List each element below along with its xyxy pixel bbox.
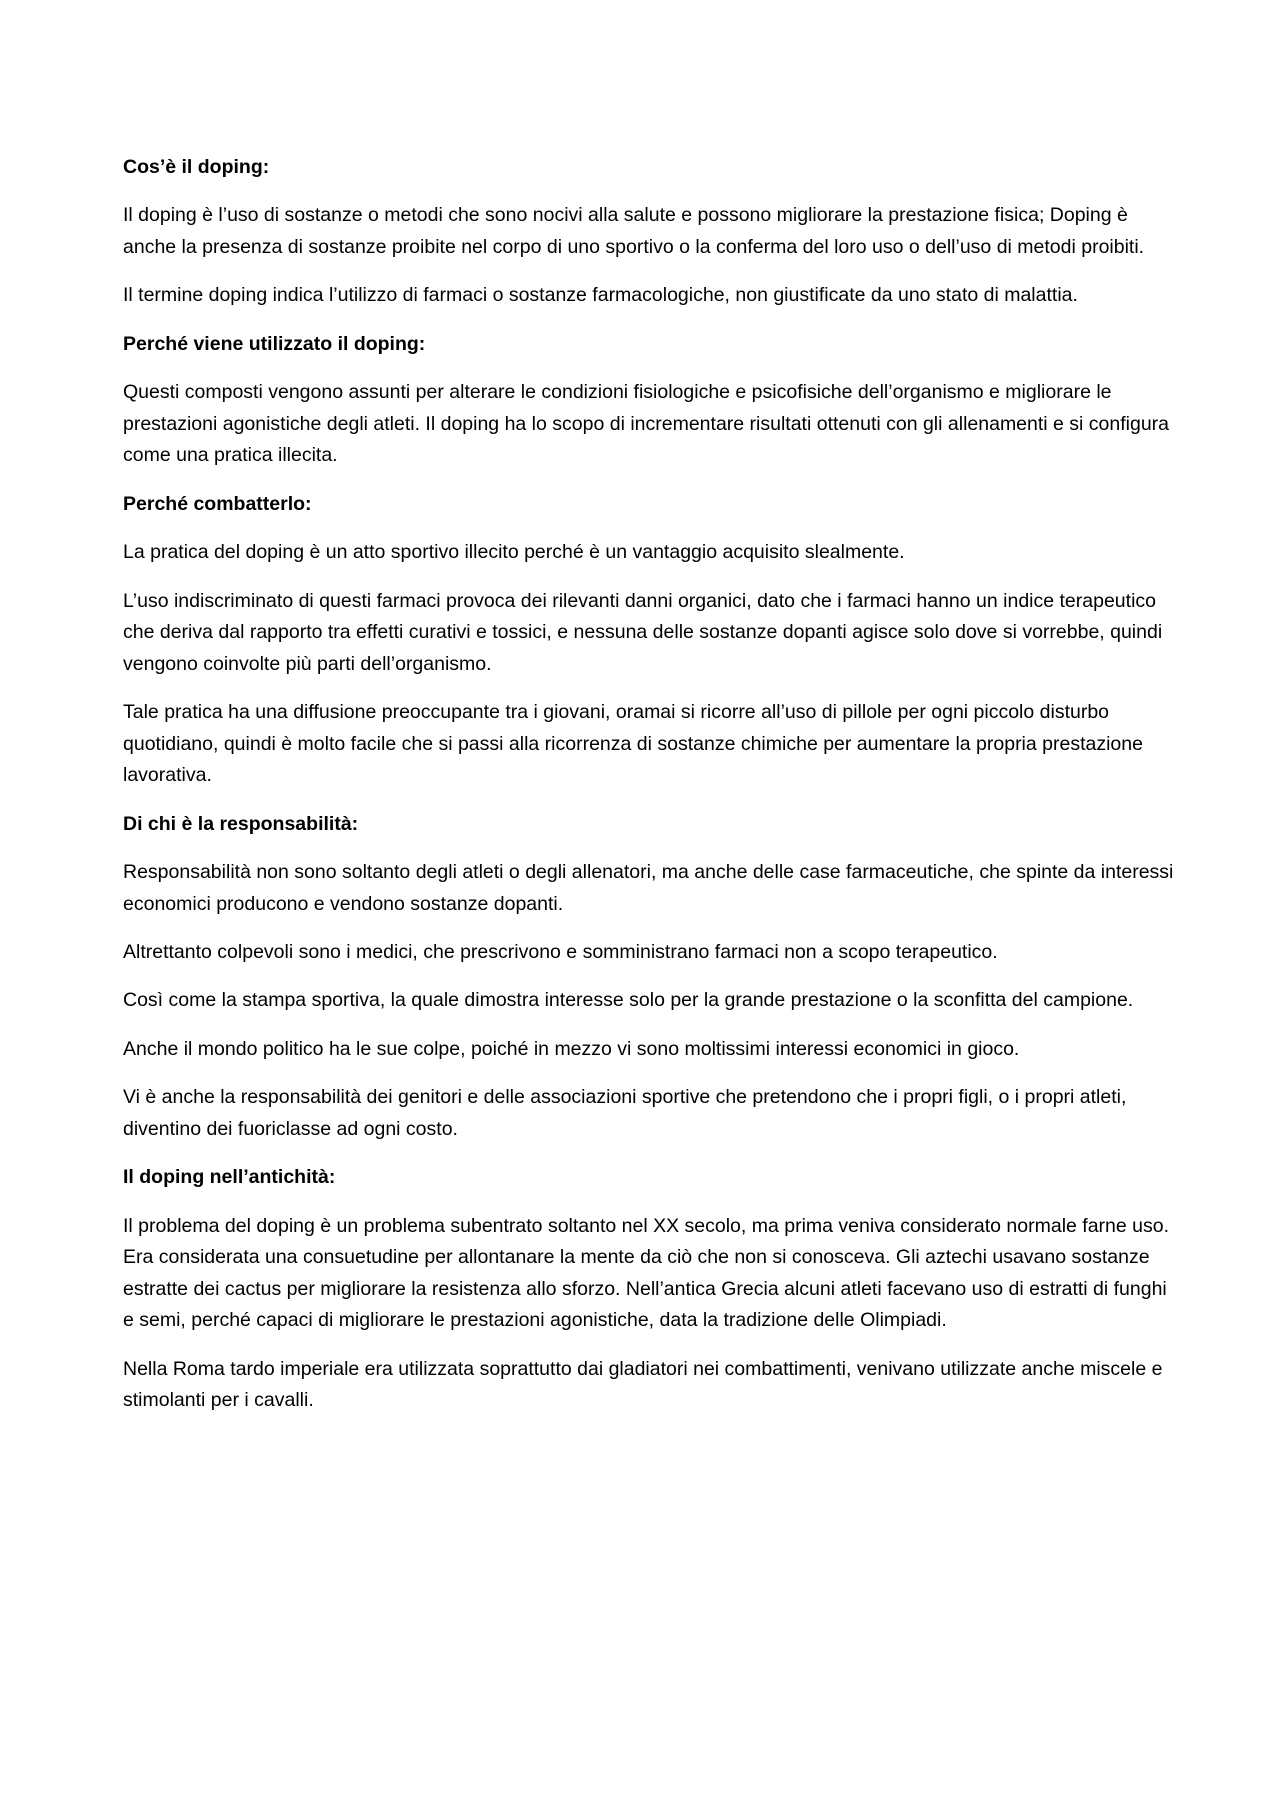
document-page <box>123 152 1183 1434</box>
paragraph: Questi composti vengono assunti per alterare le condizioni fisiologiche e psicofisiche dell’organismo e migliorare le prestazioni agonistiche degli atleti. Il doping ha lo scopo di incrementare risultati ottenuti con gli allenamenti e si configura come una pratica illecita. <box>123 381 1170 467</box>
paragraph: Il termine doping indica l’utilizzo di farmaci o sostanze farmacologiche, non giustificate da uno stato di malattia. <box>123 284 1078 307</box>
paragraph: L’uso indiscriminato di questi farmaci provoca dei rilevanti danni organici, dato che i farmaci hanno un indice terapeutico che deriva dal rapporto tra effetti curativi e tossici, e nessuna delle sostanze dopanti agisce solo dove si vorrebbe, quindi vengono coinvolte più parti dell’organismo. <box>123 589 1163 675</box>
paragraph: Così come la stampa sportiva, la quale dimostra interesse solo per la grande prestazione o la sconfitta del campione. <box>123 989 1134 1012</box>
paragraph: La pratica del doping è un atto sportivo illecito perché è un vantaggio acquisito slealmente. <box>123 541 905 564</box>
section-heading-why-used: Perché viene utilizzato il doping: <box>123 332 426 355</box>
section-heading-antiquity: Il doping nell’antichità: <box>123 1166 336 1189</box>
section-heading-what-is-doping: Cos’è il doping: <box>123 156 270 178</box>
section-heading-why-fight: Perché combatterlo: <box>123 492 312 515</box>
paragraph: Anche il mondo politico ha le sue colpe, poiché in mezzo vi sono moltissimi interessi economici in gioco. <box>123 1037 1020 1060</box>
paragraph: Altrettanto colpevoli sono i medici, che prescrivono e somministrano farmaci non a scopo terapeutico. <box>123 941 998 964</box>
paragraph: Il problema del doping è un problema subentrato soltanto nel XX secolo, ma prima veniva considerato normale farne uso. Era considerata una consuetudine per allontanare la mente da ciò che non si conosceva. Gli aztechi usavano sostanze estratte dei cactus per migliorare la resistenza allo sforzo. Nell’antica Grecia alcuni atleti facevano uso di estratti di funghi e semi, perché capaci di migliorare le prestazioni agonistiche, data la tradizione delle Olimpiadi. <box>123 1214 1170 1332</box>
paragraph: Vi è anche la responsabilità dei genitori e delle associazioni sportive che pretendono che i propri figli, o i propri atleti, diventino dei fuoriclasse ad ogni costo. <box>123 1086 1127 1140</box>
paragraph: Nella Roma tardo imperiale era utilizzata soprattutto dai gladiatori nei combattimenti, venivano utilizzate anche miscele e stimolanti per i cavalli. <box>123 1357 1163 1412</box>
paragraph: Responsabilità non sono soltanto degli atleti o degli allenatori, ma anche delle case farmaceutiche, che spinte da interessi economici producono e vendono sostanze dopanti. <box>123 861 1174 915</box>
paragraph: Tale pratica ha una diffusione preoccupante tra i giovani, oramai si ricorre all’uso di pillole per ogni piccolo disturbo quotidiano, quindi è molto facile che si passi alla ricorrenza di sostanze chimiche per aumentare la propria prestazione lavorativa. <box>123 701 1143 787</box>
paragraph: Il doping è l’uso di sostanze o metodi che sono nocivi alla salute e possono migliorare la prestazione fisica; Doping è anche la presenza di sostanze proibite nel corpo di uno sportivo o la conferma del loro uso o dell’uso di metodi proibiti. <box>123 204 1145 258</box>
section-heading-responsibility: Di chi è la responsabilità: <box>123 812 359 835</box>
